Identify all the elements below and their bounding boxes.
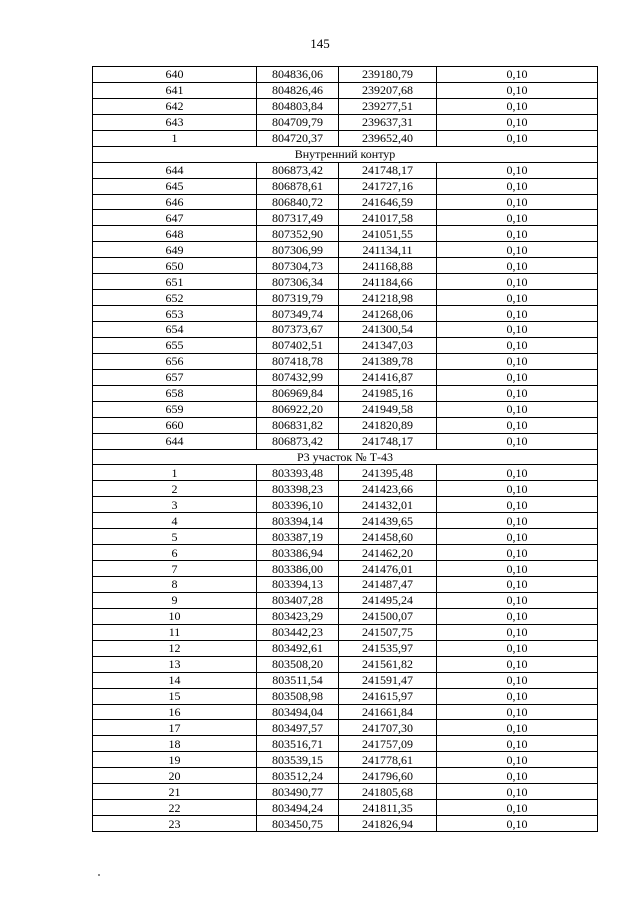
y-coordinate-cell: 241389,78 <box>339 353 437 369</box>
accuracy-cell: 0,10 <box>437 226 598 242</box>
scan-speck <box>98 874 100 876</box>
y-coordinate-cell: 241134,11 <box>339 242 437 258</box>
table-row <box>93 688 598 704</box>
x-coordinate-cell: 803386,00 <box>257 561 339 577</box>
y-coordinate-cell: 241495,24 <box>339 592 437 608</box>
point-number-cell: 650 <box>93 258 257 274</box>
point-number-cell: 642 <box>93 98 257 114</box>
table-row <box>93 306 598 322</box>
accuracy-cell: 0,10 <box>437 608 598 624</box>
x-coordinate-cell: 803393,48 <box>257 465 339 481</box>
y-coordinate-cell: 239637,31 <box>339 114 437 130</box>
x-coordinate-cell: 807304,73 <box>257 258 339 274</box>
point-number-cell: 649 <box>93 242 257 258</box>
point-number-cell: 4 <box>93 513 257 529</box>
y-coordinate-cell: 241826,94 <box>339 816 437 832</box>
x-coordinate-cell: 803539,15 <box>257 752 339 768</box>
x-coordinate-cell: 807319,79 <box>257 290 339 306</box>
y-coordinate-cell: 241985,16 <box>339 385 437 401</box>
accuracy-cell: 0,10 <box>437 194 598 210</box>
table-row <box>93 242 598 258</box>
section-row <box>93 449 598 465</box>
accuracy-cell: 0,10 <box>437 258 598 274</box>
point-number-cell: 1 <box>93 465 257 481</box>
x-coordinate-cell: 806831,82 <box>257 417 339 433</box>
accuracy-cell: 0,10 <box>437 720 598 736</box>
accuracy-cell: 0,10 <box>437 162 598 178</box>
table-row <box>93 561 598 577</box>
accuracy-cell: 0,10 <box>437 130 598 146</box>
table-row <box>93 353 598 369</box>
y-coordinate-cell: 241646,59 <box>339 194 437 210</box>
accuracy-cell: 0,10 <box>437 640 598 656</box>
table-row <box>93 592 598 608</box>
accuracy-cell: 0,10 <box>437 385 598 401</box>
y-coordinate-cell: 241820,89 <box>339 417 437 433</box>
point-number-cell: 19 <box>93 752 257 768</box>
accuracy-cell: 0,10 <box>437 752 598 768</box>
x-coordinate-cell: 807373,67 <box>257 322 339 338</box>
x-coordinate-cell: 807418,78 <box>257 353 339 369</box>
table-row <box>93 433 598 449</box>
x-coordinate-cell: 803512,24 <box>257 768 339 784</box>
table-row <box>93 130 598 146</box>
x-coordinate-cell: 803398,23 <box>257 481 339 497</box>
x-coordinate-cell: 806922,20 <box>257 401 339 417</box>
y-coordinate-cell: 241748,17 <box>339 162 437 178</box>
point-number-cell: 18 <box>93 736 257 752</box>
accuracy-cell: 0,10 <box>437 82 598 98</box>
x-coordinate-cell: 803394,14 <box>257 513 339 529</box>
x-coordinate-cell: 803394,13 <box>257 577 339 593</box>
table-row <box>93 624 598 640</box>
table-row <box>93 816 598 832</box>
accuracy-cell: 0,10 <box>437 274 598 290</box>
table-row <box>93 337 598 353</box>
point-number-cell: 656 <box>93 353 257 369</box>
y-coordinate-cell: 241707,30 <box>339 720 437 736</box>
y-coordinate-cell: 241423,66 <box>339 481 437 497</box>
table-row <box>93 401 598 417</box>
x-coordinate-cell: 803497,57 <box>257 720 339 736</box>
x-coordinate-cell: 804826,46 <box>257 82 339 98</box>
accuracy-cell: 0,10 <box>437 481 598 497</box>
point-number-cell: 651 <box>93 274 257 290</box>
y-coordinate-cell: 241462,20 <box>339 545 437 561</box>
point-number-cell: 9 <box>93 592 257 608</box>
y-coordinate-cell: 241615,97 <box>339 688 437 704</box>
x-coordinate-cell: 803494,04 <box>257 704 339 720</box>
table-row <box>93 385 598 401</box>
x-coordinate-cell: 803423,29 <box>257 608 339 624</box>
y-coordinate-cell: 241218,98 <box>339 290 437 306</box>
table-row <box>93 784 598 800</box>
y-coordinate-cell: 241432,01 <box>339 497 437 513</box>
x-coordinate-cell: 806873,42 <box>257 162 339 178</box>
x-coordinate-cell: 806878,61 <box>257 178 339 194</box>
accuracy-cell: 0,10 <box>437 592 598 608</box>
y-coordinate-cell: 241416,87 <box>339 369 437 385</box>
coordinates-table <box>92 66 598 832</box>
table-row <box>93 274 598 290</box>
accuracy-cell: 0,10 <box>437 513 598 529</box>
accuracy-cell: 0,10 <box>437 577 598 593</box>
accuracy-cell: 0,10 <box>437 433 598 449</box>
table-row <box>93 67 598 83</box>
point-number-cell: 12 <box>93 640 257 656</box>
table-row <box>93 194 598 210</box>
accuracy-cell: 0,10 <box>437 178 598 194</box>
point-number-cell: 655 <box>93 337 257 353</box>
x-coordinate-cell: 807432,99 <box>257 369 339 385</box>
table-row <box>93 210 598 226</box>
point-number-cell: 659 <box>93 401 257 417</box>
x-coordinate-cell: 803386,94 <box>257 545 339 561</box>
x-coordinate-cell: 803516,71 <box>257 736 339 752</box>
point-number-cell: 653 <box>93 306 257 322</box>
table-row <box>93 704 598 720</box>
point-number-cell: 8 <box>93 577 257 593</box>
table-row <box>93 545 598 561</box>
x-coordinate-cell: 807306,34 <box>257 274 339 290</box>
y-coordinate-cell: 241500,07 <box>339 608 437 624</box>
table-row <box>93 114 598 130</box>
x-coordinate-cell: 807306,99 <box>257 242 339 258</box>
accuracy-cell: 0,10 <box>437 656 598 672</box>
accuracy-cell: 0,10 <box>437 736 598 752</box>
y-coordinate-cell: 241561,82 <box>339 656 437 672</box>
accuracy-cell: 0,10 <box>437 98 598 114</box>
point-number-cell: 660 <box>93 417 257 433</box>
x-coordinate-cell: 803494,24 <box>257 800 339 816</box>
accuracy-cell: 0,10 <box>437 353 598 369</box>
point-number-cell: 643 <box>93 114 257 130</box>
point-number-cell: 11 <box>93 624 257 640</box>
accuracy-cell: 0,10 <box>437 800 598 816</box>
table-row <box>93 481 598 497</box>
x-coordinate-cell: 804720,37 <box>257 130 339 146</box>
y-coordinate-cell: 241507,75 <box>339 624 437 640</box>
accuracy-cell: 0,10 <box>437 784 598 800</box>
y-coordinate-cell: 241591,47 <box>339 672 437 688</box>
point-number-cell: 21 <box>93 784 257 800</box>
point-number-cell: 14 <box>93 672 257 688</box>
accuracy-cell: 0,10 <box>437 67 598 83</box>
x-coordinate-cell: 806873,42 <box>257 433 339 449</box>
x-coordinate-cell: 804709,79 <box>257 114 339 130</box>
point-number-cell: 2 <box>93 481 257 497</box>
point-number-cell: 15 <box>93 688 257 704</box>
table-row <box>93 672 598 688</box>
x-coordinate-cell: 804803,84 <box>257 98 339 114</box>
table-row <box>93 529 598 545</box>
section-title-plot: Р3 участок № Т-43 <box>93 449 598 465</box>
accuracy-cell: 0,10 <box>437 529 598 545</box>
table-row <box>93 577 598 593</box>
x-coordinate-cell: 804836,06 <box>257 67 339 83</box>
x-coordinate-cell: 807352,90 <box>257 226 339 242</box>
table-row <box>93 369 598 385</box>
y-coordinate-cell: 241268,06 <box>339 306 437 322</box>
table-row <box>93 768 598 784</box>
accuracy-cell: 0,10 <box>437 688 598 704</box>
y-coordinate-cell: 241051,55 <box>339 226 437 242</box>
accuracy-cell: 0,10 <box>437 561 598 577</box>
point-number-cell: 3 <box>93 497 257 513</box>
point-number-cell: 1 <box>93 130 257 146</box>
y-coordinate-cell: 241184,66 <box>339 274 437 290</box>
point-number-cell: 16 <box>93 704 257 720</box>
accuracy-cell: 0,10 <box>437 465 598 481</box>
page-number: 145 <box>310 36 330 51</box>
point-number-cell: 6 <box>93 545 257 561</box>
table-row <box>93 800 598 816</box>
x-coordinate-cell: 803407,28 <box>257 592 339 608</box>
y-coordinate-cell: 241476,01 <box>339 561 437 577</box>
point-number-cell: 640 <box>93 67 257 83</box>
table-row <box>93 162 598 178</box>
point-number-cell: 5 <box>93 529 257 545</box>
x-coordinate-cell: 803387,19 <box>257 529 339 545</box>
y-coordinate-cell: 241811,35 <box>339 800 437 816</box>
table-row <box>93 656 598 672</box>
point-number-cell: 652 <box>93 290 257 306</box>
y-coordinate-cell: 239277,51 <box>339 98 437 114</box>
accuracy-cell: 0,10 <box>437 672 598 688</box>
y-coordinate-cell: 239207,68 <box>339 82 437 98</box>
point-number-cell: 641 <box>93 82 257 98</box>
y-coordinate-cell: 241727,16 <box>339 178 437 194</box>
point-number-cell: 10 <box>93 608 257 624</box>
accuracy-cell: 0,10 <box>437 369 598 385</box>
table-row <box>93 720 598 736</box>
table-row <box>93 513 598 529</box>
x-coordinate-cell: 807402,51 <box>257 337 339 353</box>
point-number-cell: 645 <box>93 178 257 194</box>
y-coordinate-cell: 241439,65 <box>339 513 437 529</box>
accuracy-cell: 0,10 <box>437 322 598 338</box>
coordinates-table-body <box>93 67 598 832</box>
table-row <box>93 497 598 513</box>
accuracy-cell: 0,10 <box>437 704 598 720</box>
y-coordinate-cell: 241661,84 <box>339 704 437 720</box>
table-row <box>93 290 598 306</box>
x-coordinate-cell: 803492,61 <box>257 640 339 656</box>
point-number-cell: 13 <box>93 656 257 672</box>
point-number-cell: 644 <box>93 162 257 178</box>
point-number-cell: 20 <box>93 768 257 784</box>
x-coordinate-cell: 806969,84 <box>257 385 339 401</box>
point-number-cell: 658 <box>93 385 257 401</box>
table-row <box>93 417 598 433</box>
point-number-cell: 646 <box>93 194 257 210</box>
y-coordinate-cell: 241347,03 <box>339 337 437 353</box>
accuracy-cell: 0,10 <box>437 210 598 226</box>
point-number-cell: 654 <box>93 322 257 338</box>
y-coordinate-cell: 241805,68 <box>339 784 437 800</box>
table-row <box>93 322 598 338</box>
point-number-cell: 644 <box>93 433 257 449</box>
y-coordinate-cell: 241395,48 <box>339 465 437 481</box>
table-row <box>93 98 598 114</box>
x-coordinate-cell: 803511,54 <box>257 672 339 688</box>
accuracy-cell: 0,10 <box>437 768 598 784</box>
point-number-cell: 657 <box>93 369 257 385</box>
table-row <box>93 752 598 768</box>
accuracy-cell: 0,10 <box>437 242 598 258</box>
point-number-cell: 17 <box>93 720 257 736</box>
x-coordinate-cell: 803442,23 <box>257 624 339 640</box>
y-coordinate-cell: 241458,60 <box>339 529 437 545</box>
y-coordinate-cell: 241778,61 <box>339 752 437 768</box>
accuracy-cell: 0,10 <box>437 417 598 433</box>
table-row <box>93 465 598 481</box>
x-coordinate-cell: 803490,77 <box>257 784 339 800</box>
point-number-cell: 648 <box>93 226 257 242</box>
accuracy-cell: 0,10 <box>437 306 598 322</box>
y-coordinate-cell: 239652,40 <box>339 130 437 146</box>
x-coordinate-cell: 807349,74 <box>257 306 339 322</box>
x-coordinate-cell: 803396,10 <box>257 497 339 513</box>
y-coordinate-cell: 241300,54 <box>339 322 437 338</box>
x-coordinate-cell: 806840,72 <box>257 194 339 210</box>
accuracy-cell: 0,10 <box>437 545 598 561</box>
y-coordinate-cell: 241949,58 <box>339 401 437 417</box>
accuracy-cell: 0,10 <box>437 497 598 513</box>
table-row <box>93 82 598 98</box>
table-row <box>93 736 598 752</box>
table-row <box>93 226 598 242</box>
section-title-inner-contour: Внутренний контур <box>93 146 598 162</box>
y-coordinate-cell: 241748,17 <box>339 433 437 449</box>
accuracy-cell: 0,10 <box>437 816 598 832</box>
accuracy-cell: 0,10 <box>437 290 598 306</box>
table-row <box>93 178 598 194</box>
y-coordinate-cell: 241796,60 <box>339 768 437 784</box>
point-number-cell: 22 <box>93 800 257 816</box>
section-row <box>93 146 598 162</box>
table-row <box>93 258 598 274</box>
x-coordinate-cell: 807317,49 <box>257 210 339 226</box>
y-coordinate-cell: 241487,47 <box>339 577 437 593</box>
accuracy-cell: 0,10 <box>437 337 598 353</box>
x-coordinate-cell: 803508,20 <box>257 656 339 672</box>
y-coordinate-cell: 241017,58 <box>339 210 437 226</box>
accuracy-cell: 0,10 <box>437 114 598 130</box>
y-coordinate-cell: 241168,88 <box>339 258 437 274</box>
x-coordinate-cell: 803508,98 <box>257 688 339 704</box>
point-number-cell: 647 <box>93 210 257 226</box>
y-coordinate-cell: 241757,09 <box>339 736 437 752</box>
table-row <box>93 640 598 656</box>
point-number-cell: 23 <box>93 816 257 832</box>
point-number-cell: 7 <box>93 561 257 577</box>
y-coordinate-cell: 241535,97 <box>339 640 437 656</box>
y-coordinate-cell: 239180,79 <box>339 67 437 83</box>
table-row <box>93 608 598 624</box>
x-coordinate-cell: 803450,75 <box>257 816 339 832</box>
accuracy-cell: 0,10 <box>437 401 598 417</box>
accuracy-cell: 0,10 <box>437 624 598 640</box>
